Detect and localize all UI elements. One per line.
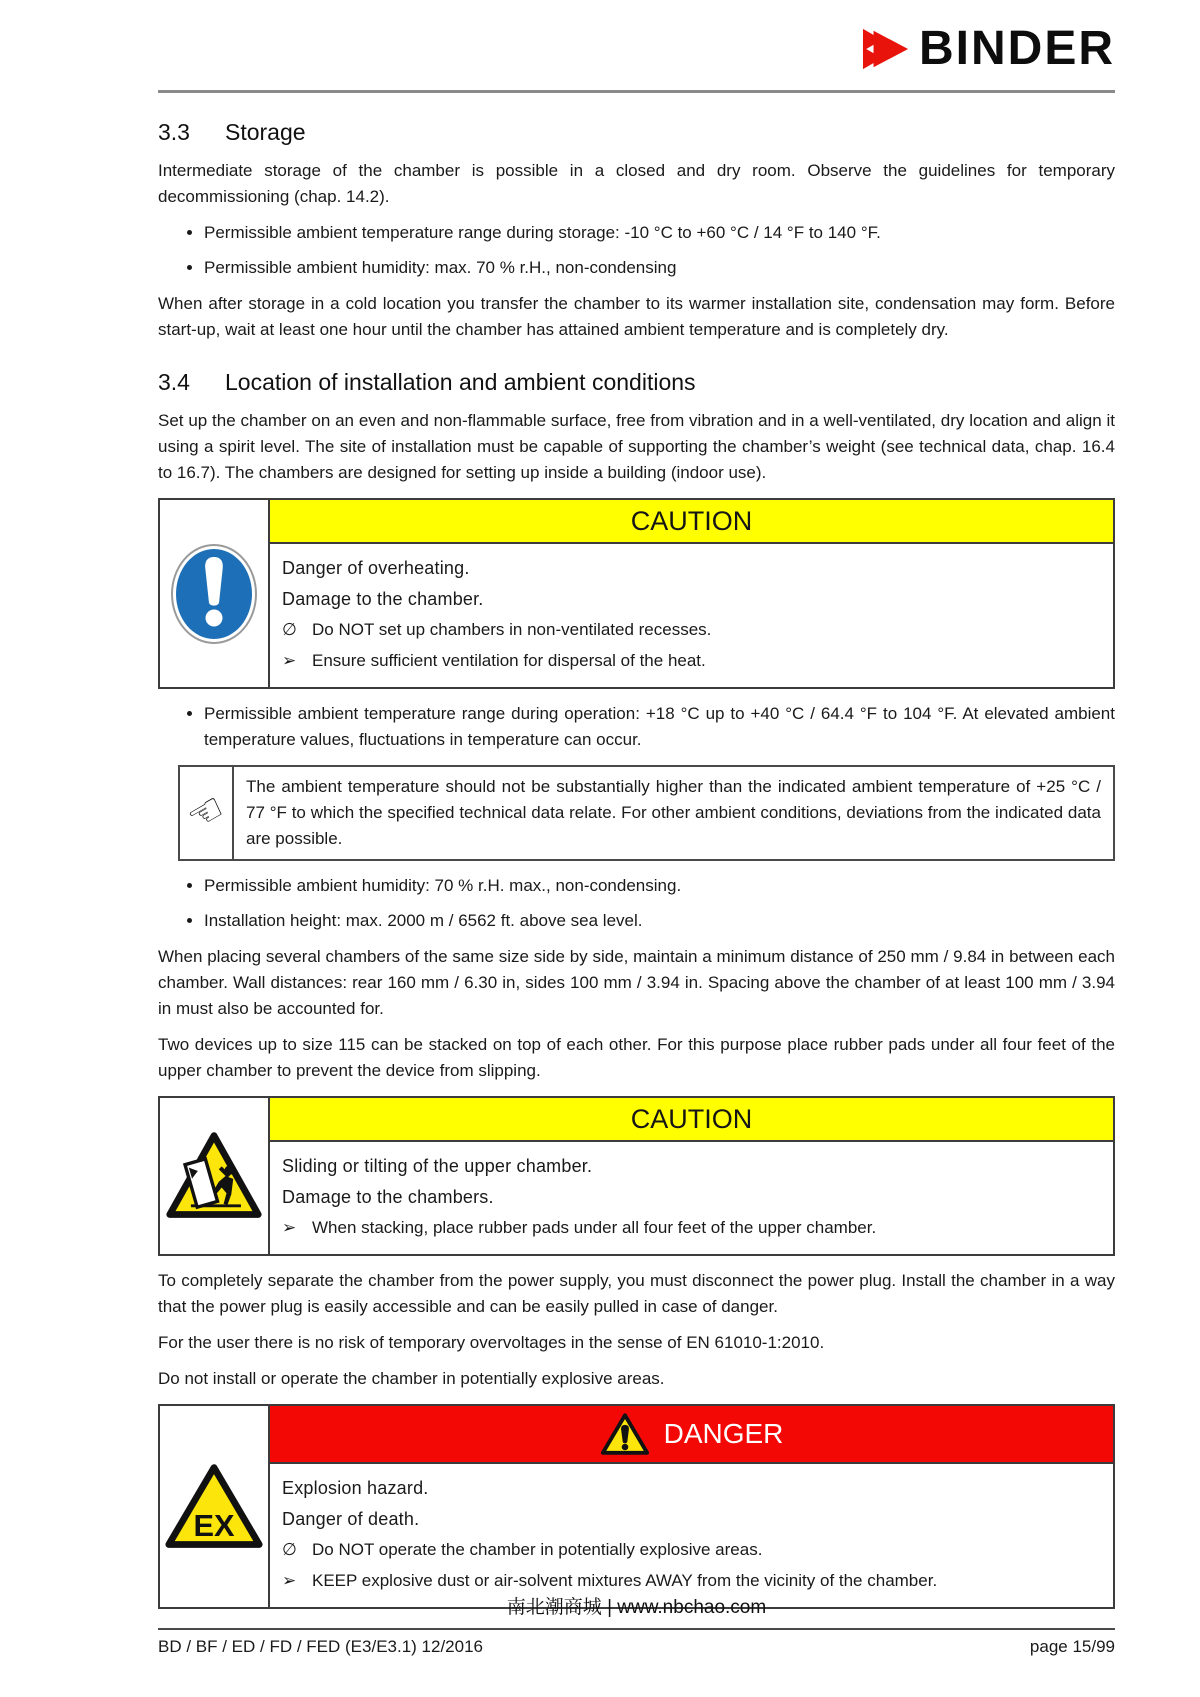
location-paragraph-1: Set up the chamber on an even and non-flammable surface, free from vibration and in a well-ventilated, dry location and align it using a spirit level. The site of installation must be capable of supporting the chamber’s weight (see technical data, chap. 16.4 to 16.7). The chambers are designed for setting up inside a building (indoor use). [158, 411, 1115, 482]
note-icon-cell [180, 767, 234, 859]
hazard-instruction [282, 1215, 1099, 1241]
warnbox-icon-cell [160, 1098, 270, 1254]
binder-logo-text: BINDER [918, 22, 1115, 75]
explosive-paragraph: Do not install or operate the chamber in potentially explosive areas. [158, 1369, 665, 1388]
hazard-line: Damage to the chamber. [282, 589, 484, 609]
arrow-symbol: ➢ [282, 1218, 297, 1238]
location-bullet-list [158, 873, 1115, 934]
list-item: • Permissible ambient humidity: 70 % r.H. max., non-condensing. [204, 873, 1115, 899]
caution-body [270, 544, 1113, 687]
danger-header [270, 1406, 1113, 1464]
hazard-instruction [282, 648, 1099, 674]
power-paragraph: To completely separate the chamber from the power supply, you must disconnect the power plug. Install the chamber in a way that the power plug is easily accessible and can be easily pulled in case of danger. [158, 1271, 1115, 1316]
caution-header [270, 500, 1113, 544]
list-item: • Permissible ambient humidity: max. 70 % r.H., non-condensing [204, 255, 1115, 281]
danger-body [270, 1464, 1113, 1607]
section-heading-storage [158, 119, 1115, 146]
storage-paragraph-1: Intermediate storage of the chamber is possible in a closed and dry room. Observe the guidelines for temporary decommissioning (chap. 14.2). [158, 161, 1115, 206]
list-item: • Installation height: max. 2000 m / 6562 ft. above sea level. [204, 908, 1115, 934]
caution-box-sliding [158, 1096, 1115, 1256]
instruction-text: Do NOT set up chambers in non-ventilated recesses. [312, 620, 712, 639]
danger-title: DANGER [663, 1418, 784, 1449]
danger-box-explosion [158, 1404, 1115, 1609]
ex-explosion-warning-icon [164, 1462, 264, 1552]
header-rule [158, 90, 1115, 93]
page-number: page 15/99 [1029, 1637, 1115, 1656]
list-item: • Permissible ambient temperature range during operation: +18 °C up to +40 °C / 64.4 °F to 104 °F. At elevated ambient temperature values, fluctuations in temperature can occur. [204, 701, 1115, 753]
arrow-symbol: ➢ [282, 651, 297, 671]
instruction-text: KEEP explosive dust or air-solvent mixtures AWAY from the vicinity of the chamber. [312, 1571, 938, 1590]
section-number: 3.4 [158, 369, 190, 395]
hazard-line: Damage to the chambers. [282, 1187, 494, 1207]
watermark-site-text: 南北潮商城 | www.nbchao.com [506, 1597, 767, 1618]
spacing-paragraph: When placing several chambers of the same size side by side, maintain a minimum distance of 250 mm / 9.84 in between each chamber. Wall distances: rear 160 mm / 6.30 in, sides 100 mm / 3.94 in. Spacing above the chamber of at least 100 mm / 3.94 in must also be accounted for. [158, 947, 1115, 1018]
exclamation-triangle-icon [600, 1412, 650, 1457]
caution-box-overheating [158, 498, 1115, 689]
header [158, 22, 1115, 76]
note-box-ambient [178, 765, 1115, 861]
note-text: The ambient temperature should not be substantially higher than the indicated ambient temperature of +25 °C / 77 °F to which the specified technical data relate. For other ambient conditions, deviations from the indicated data are possible. [246, 777, 1101, 848]
caution-title: CAUTION [630, 1103, 753, 1134]
warnbox-icon-cell [160, 1406, 270, 1607]
hazard-line: Danger of death. [282, 1509, 420, 1529]
instruction-text: Do NOT operate the chamber in potentially explosive areas. [312, 1540, 763, 1559]
pointing-hand-icon: ☜ [178, 784, 234, 842]
overvoltage-paragraph: For the user there is no risk of temporary overvoltages in the sense of EN 61010-1:2010. [158, 1333, 825, 1352]
svg-text:EX: EX [193, 1507, 235, 1543]
prohibited-symbol: ∅ [282, 620, 297, 640]
page-footer [158, 1592, 1115, 1657]
caution-title: CAUTION [630, 505, 753, 536]
footer-row [158, 1637, 1115, 1657]
section-heading-location [158, 369, 1115, 396]
hazard-line: Sliding or tilting of the upper chamber. [282, 1156, 593, 1176]
warnbox-icon-cell [160, 500, 270, 687]
footer-rule [158, 1628, 1115, 1630]
arrow-symbol: ➢ [282, 1571, 297, 1591]
instruction-text: Ensure sufficient ventilation for dispersal of the heat. [312, 651, 706, 670]
document-code: BD / BF / ED / FD / FED (E3/E3.1) 12/2016 [158, 1637, 484, 1656]
binder-logo-triangles-icon [861, 25, 911, 73]
stacking-paragraph: Two devices up to size 115 can be stacked on top of each other. For this purpose place rubber pads under all four feet of the upper chamber to prevent the device from slipping. [158, 1035, 1115, 1080]
hazard-instruction [282, 1537, 1099, 1563]
caution-header [270, 1098, 1113, 1142]
hazard-instruction [282, 1568, 1099, 1594]
instruction-text: When stacking, place rubber pads under all four feet of the upper chamber. [312, 1218, 877, 1237]
section-number: 3.3 [158, 119, 190, 145]
caution-body [270, 1142, 1113, 1254]
operation-bullet-list [158, 701, 1115, 753]
list-item: • Permissible ambient temperature range during storage: -10 °C to +60 °C / 14 °F to 140 °F. [204, 220, 1115, 246]
storage-bullet-list [158, 220, 1115, 281]
hazard-line: Explosion hazard. [282, 1478, 429, 1498]
prohibited-symbol: ∅ [282, 1540, 297, 1560]
section-title: Storage [225, 119, 306, 145]
storage-paragraph-2: When after storage in a cold location you transfer the chamber to its warmer installation site, condensation may form. Before start-up, wait at least one hour until the chamber has attained ambient temperature and is completely dry. [158, 294, 1115, 339]
hazard-line: Danger of overheating. [282, 558, 470, 578]
mandatory-exclamation-icon [171, 544, 257, 644]
hazard-instruction [282, 617, 1099, 643]
tilting-chamber-warning-icon [164, 1129, 264, 1223]
page-content [158, 0, 1115, 1621]
section-title: Location of installation and ambient conditions [225, 369, 696, 395]
